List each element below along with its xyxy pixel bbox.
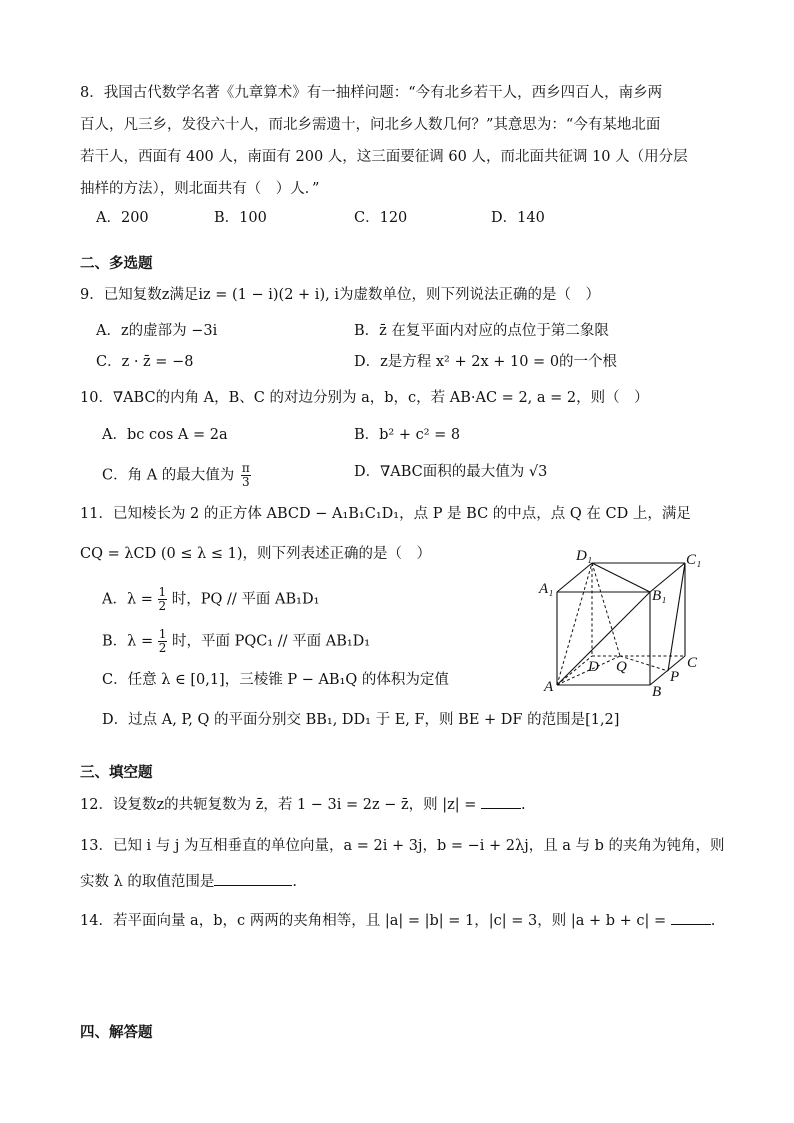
q12-text: 12．设复数z的共轭复数为 z̄，若 1 − 3i = 2z − z̄，则 |z| = [80, 797, 477, 813]
q14-period: . [710, 913, 716, 929]
fraction-numerator: 1 [158, 627, 167, 641]
q10-option-a: A．bc cos A = 2a [102, 427, 228, 443]
cube-diagram [532, 540, 712, 700]
segment-d1q-hidden [592, 563, 620, 656]
q12 [80, 794, 526, 815]
edge-a1d1 [557, 563, 592, 592]
q8-option-a: A．200 [96, 210, 149, 226]
label-d1: D₁ [576, 548, 593, 564]
q13-line2 [80, 871, 297, 892]
section-heading-solutions: 四、解答题 [80, 1025, 153, 1041]
q11-option-b [102, 628, 370, 655]
q13-answer-blank [214, 871, 292, 886]
q11-stem: 11．已知棱长为 2 的正方体 ABCD − A₁B₁C₁D₁，点 P 是 BC 的中点，点 Q 在 CD 上，满足 [80, 506, 691, 522]
q11-option-a-label: A．λ = [102, 591, 153, 608]
q14-text: 14．若平面向量 a，b，c 两两的夹角相等，且 |a| = |b| = 1，|c| = 3，则 |a + b + c| = [80, 913, 667, 929]
fraction-one-half [158, 628, 168, 655]
fraction-denominator: 2 [158, 599, 167, 613]
q11-option-b-label: B．λ = [102, 633, 154, 650]
q13-line2-text: 实数 λ 的取值范围是 [80, 874, 215, 890]
q8-line2: 百人，凡三乡，发役六十人，而北乡需遗十，问北乡人数几何？”其意思为：“今有某地北面 [80, 117, 661, 133]
q9-option-c: C．z · z̄ = −8 [96, 354, 194, 370]
q8-line1: 8．我国古代数学名著《九章算术》有一抽样问题：“今有北乡若干人，西乡四百人，南乡两 [80, 85, 663, 101]
q11-option-a [102, 586, 319, 613]
q11-condition: CQ = λCD (0 ≤ λ ≤ 1)，则下列表述正确的是（ ） [80, 546, 432, 562]
q10-option-b: B．b² + c² = 8 [354, 427, 461, 443]
segment-qp-hidden [620, 656, 668, 671]
fraction-numerator: 1 [158, 585, 167, 599]
q12-answer-blank [481, 794, 521, 809]
segment-ab1 [557, 592, 650, 685]
fraction-denominator: 3 [242, 475, 250, 489]
label-q: Q [616, 659, 627, 675]
q13-line1: 13．已知 i 与 j 为互相垂直的单位向量，a = 2i + 3j，b = −i + 2λj，且 a 与 b 的夹角为钝角，则 [80, 838, 725, 854]
q8-line3: 若干人，西面有 400 人，南面有 200 人，这三面要征调 60 人，而北面共征调 10 人（用分层 [80, 149, 688, 165]
segment-d1b1 [592, 563, 650, 592]
q10-stem: 10．∇ABC的内角 A，B、C 的对边分别为 a，b，c，若 AB·AC = 2, a = 2，则（ ） [80, 390, 649, 406]
q14 [80, 910, 715, 931]
q8-option-d: D．140 [491, 210, 545, 226]
label-c: C [687, 655, 698, 671]
segment-c1p [668, 563, 685, 671]
q9-option-b: B．z̄ 在复平面内对应的点位于第二象限 [354, 323, 609, 339]
q11-option-b-text: 时，平面 PQC₁ // 平面 AB₁D₁ [171, 633, 371, 650]
q11-option-a-text: 时，PQ // 平面 AB₁D₁ [171, 591, 320, 608]
section-heading-multiple-choice: 二、多选题 [80, 256, 153, 272]
label-b1: B₁ [652, 588, 667, 604]
fraction-pi-over-3 [241, 462, 251, 489]
q10-option-d: D．∇ABC面积的最大值为 √3 [354, 464, 548, 480]
label-a1: A₁ [539, 581, 554, 597]
label-d: D [588, 659, 599, 675]
q14-answer-blank [671, 910, 711, 925]
q10-option-c [102, 462, 251, 489]
section-heading-fill-in: 三、填空题 [80, 765, 153, 781]
q10-option-c-text: C．角 A 的最大值为 [102, 467, 235, 484]
label-c1: C₁ [686, 552, 702, 568]
q9-stem: 9．已知复数z满足iz = (1 − i)(2 + i), i为虚数单位，则下列说法正确的是（ ） [80, 287, 600, 303]
fraction-numerator: π [241, 461, 250, 475]
edge-ad-hidden [557, 656, 592, 685]
fraction-one-half [158, 586, 168, 613]
q12-period: . [521, 797, 526, 813]
q9-option-d: D．z是方程 x² + 2x + 10 = 0的一个根 [354, 354, 618, 370]
q13-period: . [292, 874, 298, 890]
q8-option-b: B．100 [214, 210, 267, 226]
q11-option-c: C．任意 λ ∈ [0,1]，三棱锥 P − AB₁Q 的体积为定值 [102, 672, 449, 688]
segment-ad1-hidden [557, 563, 592, 685]
fraction-denominator: 2 [158, 641, 167, 655]
label-p: P [670, 669, 680, 685]
q11-option-d: D．过点 A, P, Q 的平面分别交 BB₁, DD₁ 于 E, F，则 BE + DF 的范围是[1,2] [102, 712, 620, 728]
q8-option-c: C．120 [354, 210, 408, 226]
label-b: B [652, 684, 662, 700]
q8-line4: 抽样的方法），则北面共有（ ）人．” [80, 181, 320, 197]
label-a: A [544, 679, 554, 695]
q9-option-a: A．z的虚部为 −3i [96, 323, 218, 339]
